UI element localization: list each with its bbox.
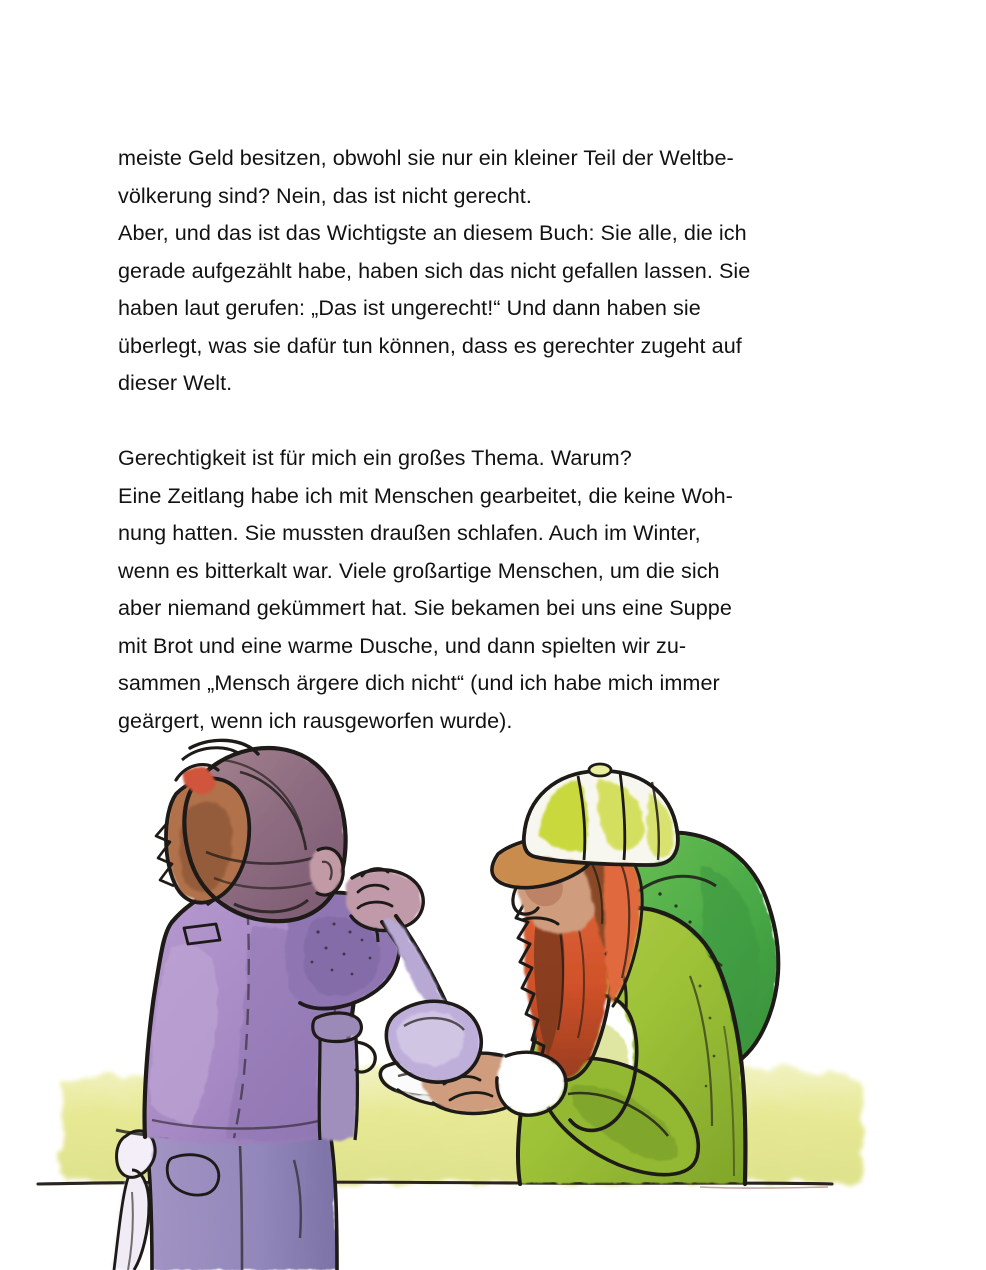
page-body-text <box>118 139 808 739</box>
text-line: dieser Welt. <box>118 370 233 395</box>
text-line: völkerung sind? Nein, das ist nicht gerecht. <box>118 182 532 208</box>
text-line: wenn es bitterkalt war. Viele großartige Menschen, um die sich <box>118 557 720 583</box>
text-line: meiste Geld besitzen, obwohl sie nur ein kleiner Teil der Weltbe- <box>118 145 734 170</box>
paragraph <box>118 139 808 402</box>
text-line: Eine Zeitlang habe ich mit Menschen gearbeitet, die keine Woh- <box>118 482 733 508</box>
text-line: aber niemand gekümmert hat. Sie bekamen bei uns eine Suppe <box>118 595 732 620</box>
server-head <box>156 740 346 921</box>
text-line: geärgert, wenn ich rausgeworfen wurde). <box>118 707 513 733</box>
text-line: gerade aufgezählt habe, haben sich das nicht gefallen lassen. Sie <box>118 257 751 283</box>
illustration-canvas <box>0 726 986 1270</box>
server-trousers <box>146 1132 337 1270</box>
text-line: überlegt, was sie dafür tun können, dass es gerechter zugeht auf <box>118 332 742 358</box>
text-line: nung hatten. Sie mussten draußen schlafen. Auch im Winter, <box>118 520 701 545</box>
server-figure <box>112 740 481 1270</box>
text-line: mit Brot und eine warme Dusche, und dann spielten wir zu- <box>118 632 687 658</box>
soup-ladle <box>382 916 481 1082</box>
text-line: haben laut gerufen: „Das ist ungerecht!“ Und dann haben sie <box>118 295 701 320</box>
text-line: Gerechtigkeit ist für mich ein großes Thema. Warum? <box>118 445 632 470</box>
text-line: sammen „Mensch ärgere dich nicht“ (und ich habe mich immer <box>118 670 720 695</box>
text-line: Aber, und das ist das Wichtigste an diesem Buch: Sie alle, die ich <box>118 220 747 245</box>
soup-kitchen-illustration <box>0 726 986 1270</box>
paragraph <box>118 439 808 739</box>
